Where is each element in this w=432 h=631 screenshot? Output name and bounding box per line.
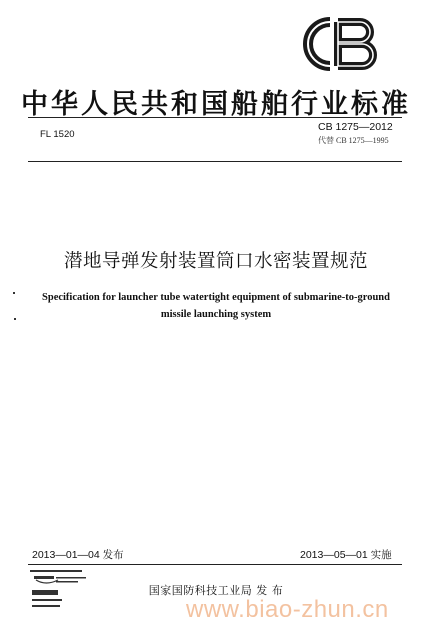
footer-rule: [28, 564, 402, 565]
section-rule: [28, 161, 402, 162]
document-title-en-line2: missile launching system: [160, 309, 272, 320]
document-title-en-line1: Specification for launcher tube watertight equipment of submarine-to-ground: [42, 292, 390, 303]
document-title-en: [20, 289, 412, 323]
publish-date: 2013—01—04 发布: [32, 549, 124, 561]
header-rule: [28, 117, 402, 118]
replaces-code: 代替 CB 1275—1995: [318, 136, 389, 145]
standard-code: CB 1275—2012: [318, 121, 393, 133]
watermark-text: www.biao-zhun.cn: [186, 596, 389, 623]
implement-date: 2013—05—01 实施: [300, 549, 392, 561]
scan-speck: [13, 292, 15, 294]
cb-logo: [286, 14, 382, 74]
standard-title: 中华人民共和国船舶行业标准: [21, 89, 411, 120]
scan-speck: [14, 318, 16, 320]
issuer-line: 国家国防科技工业局 发 布: [148, 584, 284, 597]
classification-code: FL 1520: [40, 129, 75, 140]
document-title-cn: 潜地导弹发射装置筒口水密装置规范: [63, 251, 368, 272]
